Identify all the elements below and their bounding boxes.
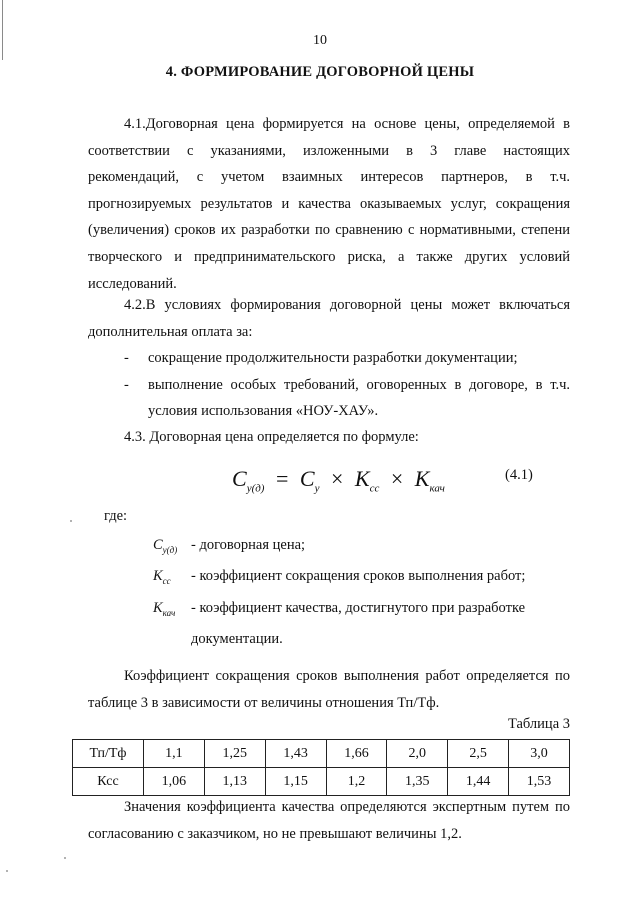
bullet-marker: -: [124, 350, 129, 366]
definition-symbol-letter: К: [153, 599, 163, 616]
table-cell: 1,53: [509, 768, 570, 796]
scan-speck: [64, 857, 66, 859]
table-caption: Таблица 3: [507, 716, 570, 732]
quality-paragraph: Значения коэффициента качества определяются экспертным путем по согласованию с заказчиком, но не превышают величины 1,2.: [88, 799, 570, 842]
table-cell: 3,0: [509, 740, 570, 768]
formula-equals: =: [275, 466, 289, 491]
paragraph-4-3: 4.3. Договорная цена определяется по формуле:: [124, 429, 419, 445]
definition-row: [153, 595, 573, 626]
definition-continuation: документации.: [191, 631, 283, 648]
definition-row: [153, 563, 573, 594]
formula-term3-symbol: K: [414, 466, 430, 491]
table-row: [73, 740, 570, 768]
formula-times: ×: [330, 466, 344, 491]
page-number: 10: [313, 33, 327, 48]
table-cell: 1,43: [265, 740, 326, 768]
definition-text: - коэффициент качества, достигнутого при разработке: [191, 599, 526, 616]
table-cell: 1,44: [448, 768, 509, 796]
paragraph-4-2-block: [88, 292, 570, 345]
formula-number: (4.1): [505, 467, 533, 483]
table-cell: 1,15: [265, 768, 326, 796]
formula-term1-symbol: C: [299, 466, 315, 491]
table-row: [73, 768, 570, 796]
definition-symbol: [153, 532, 191, 563]
table-row-label: Тп/Тф: [73, 740, 144, 768]
bullet-item: [88, 345, 570, 372]
table-cell: 1,2: [326, 768, 387, 796]
formula-lhs-symbol: C: [232, 466, 247, 491]
paragraph-4-1: 4.1.Договорная цена формируется на основе цены, определяемой в соответствии с указаниями, изложенными в 3 главе настоящих рекомендаций, с учетом взаимных интересов партнеров, в т.ч. прогнозируемых результатов и качества оказываемых услуг, сокращения (увеличения) сроков их разработки по сравнению с нормативными, степени творческого и предпринимательского риска, а также других условий исследований.: [88, 116, 570, 292]
coefficient-paragraph: Коэффициент сокращения сроков выполнения работ определяется по таблице 3 в зависимости от величины отношения Тп/Тф.: [88, 668, 570, 711]
formula-term1-sub: у: [314, 482, 320, 495]
quality-paragraph-block: [88, 794, 570, 847]
scan-speck: [6, 870, 8, 872]
section-heading: 4. ФОРМИРОВАНИЕ ДОГОВОРНОЙ ЦЕНЫ: [165, 64, 475, 80]
definition-text: - договорная цена;: [191, 537, 306, 553]
table-cell: 1,35: [387, 768, 448, 796]
table-cell: 1,25: [204, 740, 265, 768]
table-row-label: Ксс: [73, 768, 144, 796]
table-cell: 2,5: [448, 740, 509, 768]
table-cell: 1,1: [144, 740, 205, 768]
definition-text: - коэффициент сокращения сроков выполнения работ;: [191, 568, 526, 585]
formula-4-1: [232, 464, 445, 503]
coefficient-table: [72, 739, 570, 796]
bullet-marker: -: [124, 376, 129, 393]
scan-speck: [70, 520, 72, 522]
table-cell: 1,06: [144, 768, 205, 796]
definition-symbol-letter: К: [153, 568, 163, 585]
formula-term2-symbol: K: [354, 466, 370, 491]
bullet-list: [88, 345, 570, 425]
bullet-text: сокращение продолжительности разработки документации;: [148, 350, 518, 366]
definition-row: [153, 532, 573, 563]
scan-edge-line: [2, 0, 3, 60]
definition-symbol-sub: у(д): [162, 544, 178, 555]
definition-symbol-letter: С: [153, 537, 163, 553]
table-cell: 2,0: [387, 740, 448, 768]
formula-term3-sub: кач: [429, 482, 445, 495]
formula-lhs-sub: у(д): [246, 482, 265, 495]
definition-list: [153, 532, 573, 653]
bullet-item: [88, 372, 570, 425]
where-label: где:: [104, 508, 128, 524]
paragraph-4-1-block: [88, 111, 570, 297]
definition-symbol: [153, 595, 191, 626]
formula-term2-sub: сс: [369, 482, 380, 495]
definition-symbol: [153, 563, 191, 594]
bullet-text: выполнение особых требований, оговоренных в договоре, в т.ч. условия использования «НОУ-ХАУ».: [148, 376, 570, 420]
definition-symbol-sub: сс: [162, 576, 171, 587]
coefficient-paragraph-block: [88, 663, 570, 716]
definition-symbol-sub: кач: [162, 607, 176, 618]
formula-times: ×: [390, 466, 404, 491]
table-cell: 1,13: [204, 768, 265, 796]
paragraph-4-2: 4.2.В условиях формирования договорной цены может включаться дополнительная оплата за:: [88, 297, 570, 340]
table-cell: 1,66: [326, 740, 387, 768]
